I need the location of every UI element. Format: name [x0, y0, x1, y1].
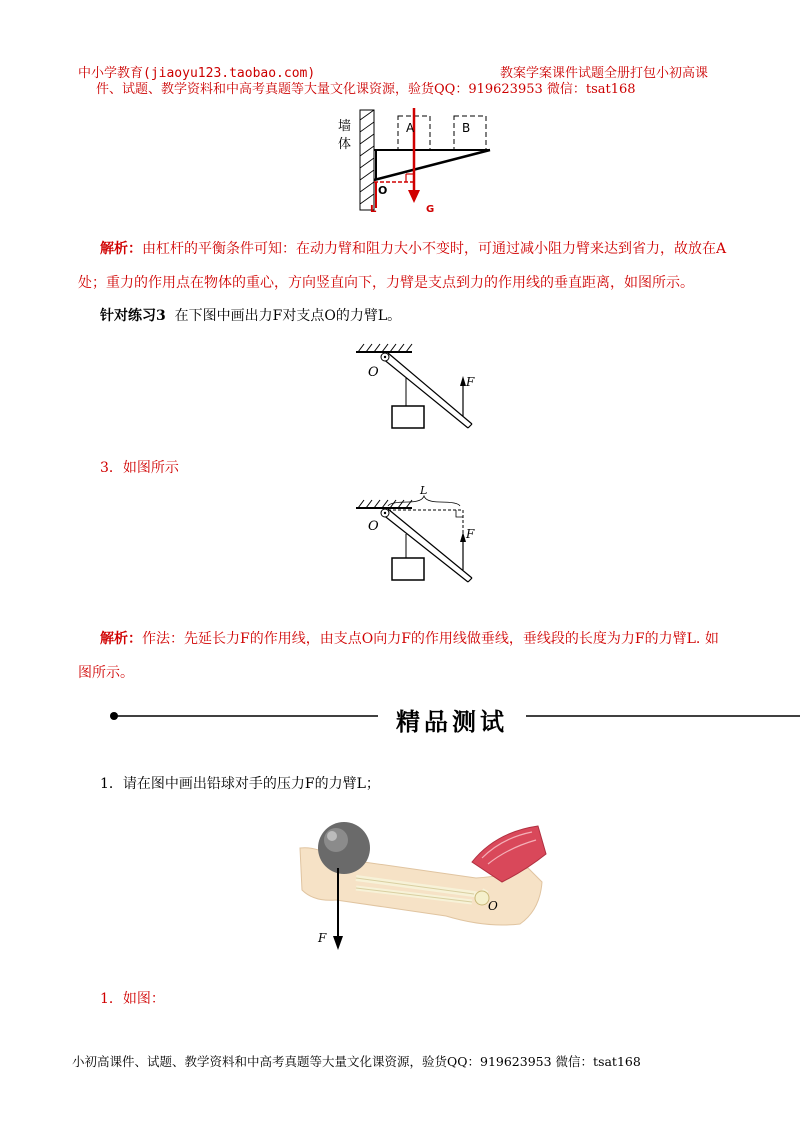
answer-3: 3．如图所示: [100, 460, 179, 476]
practice-3: 针对练习3 在下图中画出力F对支点O的力臂L。: [100, 308, 402, 324]
fig4-o-label: O: [488, 899, 498, 913]
lever-figure-question: [348, 340, 488, 435]
fig1-box-b-label: B: [462, 121, 471, 135]
header-right: 教案学案课件试题全册打包小初高课: [500, 66, 709, 81]
lever-wall-figure: [330, 108, 510, 213]
analysis-2-line1: 解析：作法：先延长力F的作用线，由支点O向力F的作用线做垂线，垂线段的长度为力F的力臂L. 如: [100, 631, 719, 647]
fig2-f-label: F: [466, 375, 475, 389]
fig1-g-label: G: [426, 204, 435, 213]
lever-figure-answer: [348, 482, 488, 586]
question-1: 1．请在图中画出铅球对手的压力F的力臂L；: [100, 776, 380, 792]
fig1-o-label: O: [378, 184, 388, 197]
fig1-l-label: L: [370, 204, 377, 213]
analysis-1-line2: 处；重力的作用点在物体的重心，方向竖直向下，力臂是支点到力的作用线的垂直距离，如图所示。: [78, 275, 694, 291]
footer: 小初高课件、试题、教学资料和中高考真题等大量文化课资源，验货QQ：919623953 微信：tsat168: [72, 1054, 641, 1069]
arm-shotput-figure: [296, 818, 550, 954]
fig4-f-label: F: [318, 931, 327, 945]
answer-1: 1．如图：: [100, 991, 165, 1007]
wall-label-2: 体: [338, 137, 352, 152]
fig3-o-label: O: [368, 519, 379, 534]
header-line2: 件、试题、教学资料和中高考真题等大量文化课资源，验货QQ：919623953 微信：tsat168: [96, 82, 636, 97]
header-left: 中小学教育(jiaoyu123.taobao.com): [78, 66, 316, 81]
fig3-l-label: L: [420, 484, 428, 497]
fig3-f-label: F: [466, 527, 475, 541]
analysis-1-line1: 解析：由杠杆的平衡条件可知：在动力臂和阻力大小不变时，可通过减小阻力臂来达到省力，故放在A: [100, 241, 727, 257]
fig2-o-label: O: [368, 365, 379, 380]
wall-label-1: 墙: [338, 119, 352, 134]
fig1-box-a-label: A: [406, 121, 415, 135]
section-title: 精品测试: [396, 708, 508, 736]
analysis-2-line2: 图所示。: [78, 665, 134, 681]
